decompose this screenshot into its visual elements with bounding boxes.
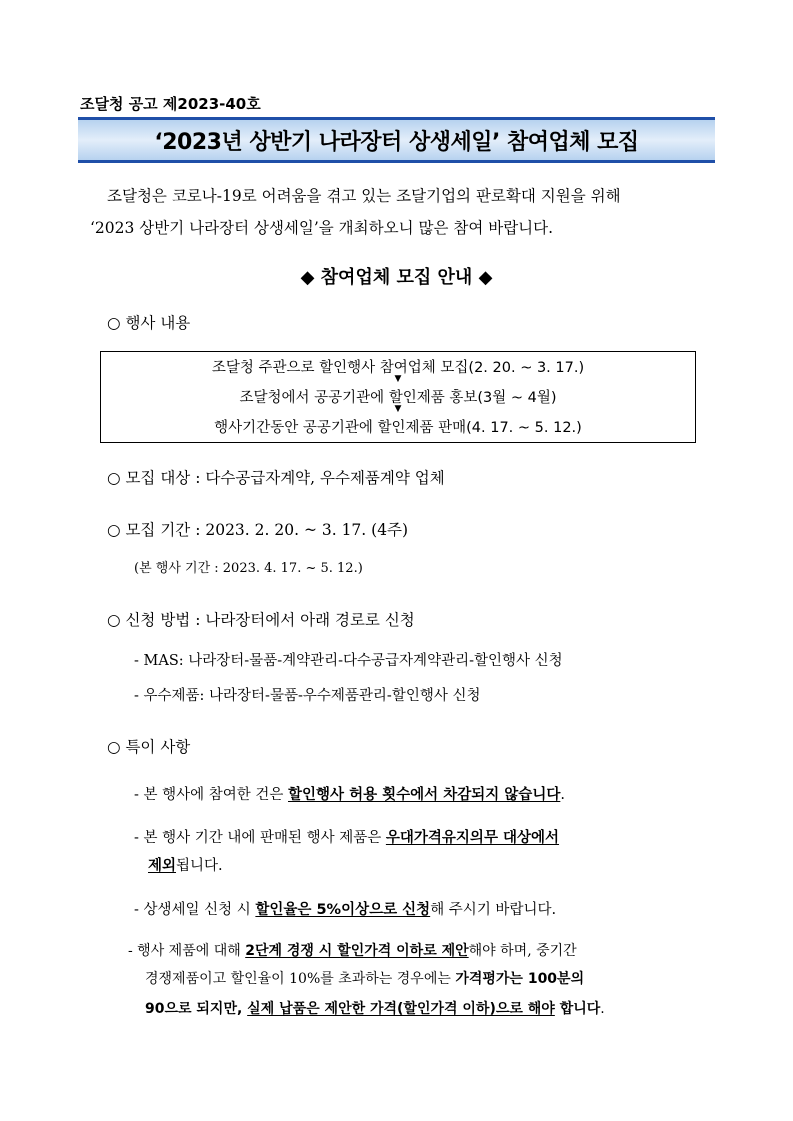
note-4-end: . <box>600 1001 605 1017</box>
note-2-emphasis-cont: 제외 <box>148 858 177 874</box>
event-period-note: (본 행사 기간 : 2023. 4. 17. ~ 5. 12.) <box>134 561 363 576</box>
event-flow-box <box>100 351 696 443</box>
note-4 <box>128 940 577 960</box>
note-3 <box>134 898 556 919</box>
apply-path-mas: - MAS: 나라장터-물품-계약관리-다수공급자계약관리-할인행사 신청 <box>134 653 563 669</box>
note-4-text: - 행사 제품에 대해 <box>128 943 246 959</box>
flow-arrow-1: ▼ <box>394 374 402 384</box>
intro-line-1: 조달청은 코로나-19로 어려움을 겪고 있는 조달기업의 판로확대 지원을 위해 <box>107 187 621 205</box>
note-1 <box>134 783 565 804</box>
note-4-line-3 <box>145 998 605 1018</box>
notes-label: ○ 특이 사항 <box>107 738 191 756</box>
flow-step-1: 조달청 주관으로 할인행사 참여업체 모집(2. 20. ~ 3. 17.) <box>211 360 585 376</box>
note-3-emphasis: 할인율은 5%이상으로 신청 <box>255 902 431 918</box>
apply-path-excellent: - 우수제품: 나라장터-물품-우수제품관리-할인행사 신청 <box>134 688 481 704</box>
recruit-target: ○ 모집 대상 : 다수공급자계약, 우수제품계약 업체 <box>107 469 445 487</box>
note-4-text-2: 해야 하며, 중기간 <box>468 943 577 959</box>
note-2-end: 됩니다. <box>176 858 223 874</box>
recruit-period: ○ 모집 기간 : 2023. 2. 20. ~ 3. 17. (4주) <box>107 521 409 539</box>
flow-step-3: 행사기간동안 공공기관에 할인제품 판매(4. 17. ~ 5. 12.) <box>214 420 582 436</box>
note-2 <box>134 826 559 847</box>
note-3-text: - 상생세일 신청 시 <box>134 902 256 918</box>
note-2-emphasis: 우대가격유지의무 대상에서 <box>385 830 560 846</box>
note-4-text-3: 경쟁제품이고 할인율이 10%를 초과하는 경우에는 <box>145 971 456 987</box>
note-3-end: 해 주시기 바랍니다. <box>430 902 557 918</box>
title-bottom-rule <box>78 160 715 163</box>
note-4-underline: 실제 납품은 제안한 가격(할인가격 이하)으로 해야 <box>247 1001 555 1017</box>
note-4-line-2 <box>145 968 584 988</box>
note-4-bold-1: 가격평가는 100분의 <box>455 971 585 987</box>
flow-step-2: 조달청에서 공공기관에 할인제품 홍보(3월 ~ 4월) <box>239 390 557 406</box>
note-1-end: . <box>560 787 565 803</box>
note-4-emphasis: 2단계 경쟁 시 할인가격 이하로 제안 <box>245 943 469 959</box>
section-heading: ◆ 참여업체 모집 안내 ◆ <box>300 267 493 288</box>
intro-line-2: ‘2023 상반기 나라장터 상생세일’을 개최하오니 많은 참여 바랍니다. <box>90 219 554 237</box>
notice-number: 조달청 공고 제2023-40호 <box>80 95 261 113</box>
note-1-emphasis: 할인행사 허용 횟수에서 차감되지 않습니다 <box>288 787 561 803</box>
note-1-text: - 본 행사에 참여한 건은 <box>134 787 289 803</box>
document-title: ‘2023년 상반기 나라장터 상생세일’ 참여업체 모집 <box>154 130 639 155</box>
event-label: ○ 행사 내용 <box>107 314 191 332</box>
apply-method-label: ○ 신청 방법 : 나라장터에서 아래 경로로 신청 <box>107 611 415 629</box>
note-4-bold-2: 90으로 되지만, <box>145 1001 248 1017</box>
note-2-cont <box>148 854 223 875</box>
note-2-text: - 본 행사 기간 내에 판매된 행사 제품은 <box>134 830 386 846</box>
title-banner <box>78 117 715 163</box>
note-4-bold-3: 합니다 <box>554 1001 601 1017</box>
flow-arrow-2: ▼ <box>394 404 402 414</box>
